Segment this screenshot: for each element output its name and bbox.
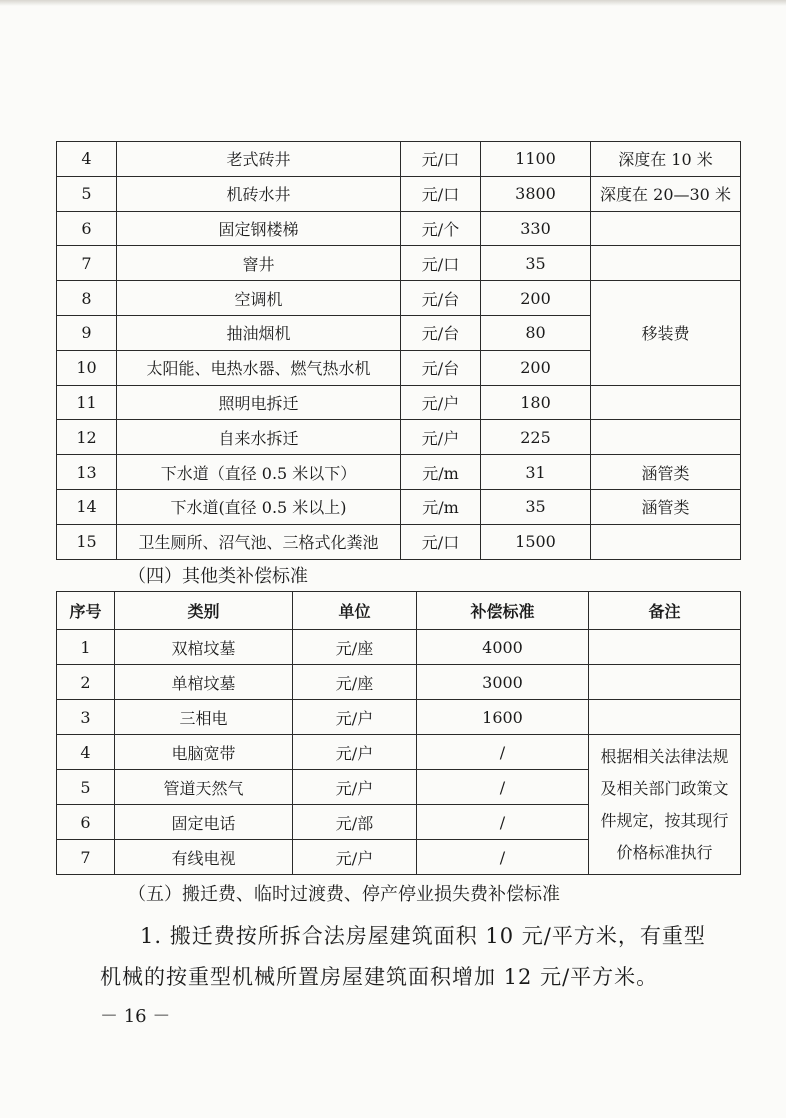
unit: 元/m <box>401 455 481 490</box>
table-row <box>57 455 741 490</box>
note <box>591 211 741 246</box>
row-number: 6 <box>57 805 115 840</box>
standard: 4000 <box>417 630 589 665</box>
row-number: 5 <box>57 770 115 805</box>
table-row <box>57 420 741 455</box>
value: 200 <box>481 350 591 385</box>
category: 双棺坟墓 <box>115 630 293 665</box>
item-name: 窨井 <box>117 246 401 281</box>
value: 1500 <box>481 524 591 559</box>
section-4-heading: （四）其他类补偿标准 <box>128 566 308 587</box>
unit: 元/户 <box>401 420 481 455</box>
item-name: 空调机 <box>117 281 401 316</box>
facility-compensation-table <box>56 141 741 560</box>
standard: / <box>417 840 589 875</box>
unit: 元/户 <box>293 770 417 805</box>
item-name: 太阳能、电热水器、燃气热水机 <box>117 350 401 385</box>
unit: 元/口 <box>401 524 481 559</box>
unit: 元/口 <box>401 246 481 281</box>
note: 深度在 10 米 <box>591 142 741 177</box>
item-name: 卫生厕所、沼气池、三格式化粪池 <box>117 524 401 559</box>
note <box>591 420 741 455</box>
standard: / <box>417 770 589 805</box>
unit: 元/台 <box>401 315 481 350</box>
paragraph-line-2: 机械的按重型机械所置房屋建筑面积增加 12 元/平方米。 <box>100 965 659 989</box>
unit: 元/台 <box>401 350 481 385</box>
header-unit: 单位 <box>293 592 417 630</box>
row-number: 4 <box>57 735 115 770</box>
standard: / <box>417 805 589 840</box>
note: 涵管类 <box>591 489 741 524</box>
unit: 元/户 <box>401 385 481 420</box>
row-number: 10 <box>57 350 117 385</box>
row-number: 7 <box>57 246 117 281</box>
row-number: 2 <box>57 665 115 700</box>
unit: 元/口 <box>401 176 481 211</box>
header-category: 类别 <box>115 592 293 630</box>
row-number: 3 <box>57 700 115 735</box>
value: 35 <box>481 489 591 524</box>
unit: 元/口 <box>401 142 481 177</box>
table-row <box>57 385 741 420</box>
category: 固定电话 <box>115 805 293 840</box>
note <box>591 246 741 281</box>
value: 80 <box>481 315 591 350</box>
row-number: 9 <box>57 315 117 350</box>
standard: 3000 <box>417 665 589 700</box>
value: 200 <box>481 281 591 316</box>
table-row <box>57 524 741 559</box>
other-compensation-table <box>56 591 741 875</box>
standard: / <box>417 735 589 770</box>
table-header-row <box>57 592 741 630</box>
standard: 1600 <box>417 700 589 735</box>
note: 涵管类 <box>591 455 741 490</box>
item-name: 照明电拆迁 <box>117 385 401 420</box>
row-number: 1 <box>57 630 115 665</box>
table-row <box>57 665 741 700</box>
row-number: 5 <box>57 176 117 211</box>
note <box>589 665 741 700</box>
category: 电脑宽带 <box>115 735 293 770</box>
item-name: 老式砖井 <box>117 142 401 177</box>
table-row <box>57 630 741 665</box>
row-number: 6 <box>57 211 117 246</box>
unit: 元/户 <box>293 700 417 735</box>
paragraph-line-1: 1. 搬迁费按所拆合法房屋建筑面积 10 元/平方米，有重型 <box>140 924 706 948</box>
value: 330 <box>481 211 591 246</box>
item-name: 下水道(直径 0.5 米以上) <box>117 489 401 524</box>
row-number: 4 <box>57 142 117 177</box>
row-number: 14 <box>57 489 117 524</box>
table-row <box>57 489 741 524</box>
value: 1100 <box>481 142 591 177</box>
item-name: 下水道（直径 0.5 米以下） <box>117 455 401 490</box>
unit: 元/部 <box>293 805 417 840</box>
table-row <box>57 211 741 246</box>
note: 深度在 20—30 米 <box>591 176 741 211</box>
unit: 元/户 <box>293 840 417 875</box>
note <box>589 630 741 665</box>
unit: 元/座 <box>293 630 417 665</box>
table-row <box>57 246 741 281</box>
row-number: 15 <box>57 524 117 559</box>
item-name: 自来水拆迁 <box>117 420 401 455</box>
unit: 元/台 <box>401 281 481 316</box>
value: 35 <box>481 246 591 281</box>
note <box>591 524 741 559</box>
category: 管道天然气 <box>115 770 293 805</box>
note <box>589 700 741 735</box>
item-name: 固定钢楼梯 <box>117 211 401 246</box>
header-standard: 补偿标准 <box>417 592 589 630</box>
table-row <box>57 700 741 735</box>
category: 单棺坟墓 <box>115 665 293 700</box>
table-row <box>57 281 741 316</box>
item-name: 抽油烟机 <box>117 315 401 350</box>
page-number: － 16 － <box>100 1006 171 1027</box>
table-row <box>57 142 741 177</box>
section-5-heading: （五）搬迁费、临时过渡费、停产停业损失费补偿标准 <box>128 884 560 905</box>
row-number: 8 <box>57 281 117 316</box>
row-number: 12 <box>57 420 117 455</box>
row-number: 7 <box>57 840 115 875</box>
unit: 元/个 <box>401 211 481 246</box>
item-name: 机砖水井 <box>117 176 401 211</box>
header-note: 备注 <box>589 592 741 630</box>
note <box>591 385 741 420</box>
row-number: 13 <box>57 455 117 490</box>
table-row <box>57 735 741 770</box>
value: 225 <box>481 420 591 455</box>
category: 有线电视 <box>115 840 293 875</box>
table-row <box>57 176 741 211</box>
unit: 元/户 <box>293 735 417 770</box>
merged-note-relocation: 移装费 <box>591 281 741 385</box>
merged-note-policy: 根据相关法律法规及相关部门政策文件规定，按其现行价格标准执行 <box>589 735 741 875</box>
unit: 元/m <box>401 489 481 524</box>
row-number: 11 <box>57 385 117 420</box>
category: 三相电 <box>115 700 293 735</box>
value: 180 <box>481 385 591 420</box>
value: 3800 <box>481 176 591 211</box>
unit: 元/座 <box>293 665 417 700</box>
value: 31 <box>481 455 591 490</box>
page-top-edge <box>0 0 786 6</box>
header-no: 序号 <box>57 592 115 630</box>
